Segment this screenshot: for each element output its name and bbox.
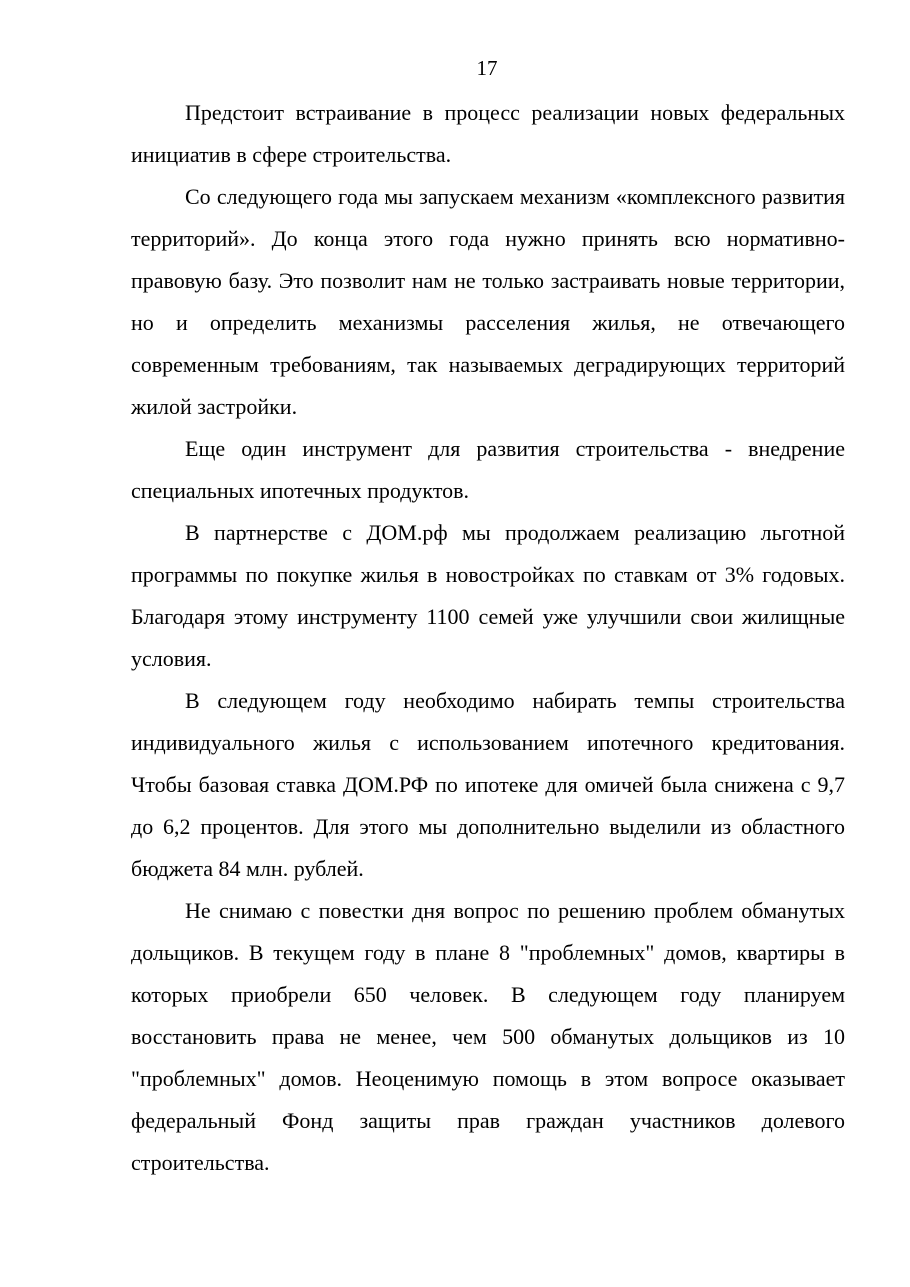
- paragraph-5: В следующем году необходимо набирать темпы строительства индивидуального жилья с использованием ипотечного кредитования. Чтобы базовая ставка ДОМ.РФ по ипотеке для омичей была снижена с 9,7 до 6,2 процентов. Для этого мы дополнительно выделили из областного бюджета 84 млн. рублей.: [131, 688, 845, 881]
- paragraph-1: Предстоит встраивание в процесс реализации новых федеральных инициатив в сфере строительства.: [131, 100, 845, 167]
- paragraph-6: Не снимаю с повестки дня вопрос по решению проблем обманутых дольщиков. В текущем году в плане 8 "проблемных" домов, квартиры в которых приобрели 650 человек. В следующем году планируем восстановить права не менее, чем 500 обманутых дольщиков из 10 "проблемных" домов. Неоценимую помощь в этом вопросе оказывает федеральный Фонд защиты прав граждан участников долевого строительства.: [131, 898, 845, 1175]
- paragraph-4: В партнерстве с ДОМ.рф мы продолжаем реализацию льготной программы по покупке жилья в новостройках по ставкам от 3% годовых. Благодаря этому инструменту 1100 семей уже улучшили свои жилищные условия.: [131, 520, 845, 671]
- page-number: 17: [476, 56, 498, 80]
- paragraph-3: Еще один инструмент для развития строительства - внедрение специальных ипотечных продуктов.: [131, 436, 845, 503]
- paragraph-2: Со следующего года мы запускаем механизм «комплексного развития территорий». До конца этого года нужно принять всю нормативно-правовую базу. Это позволит нам не только застраивать новые территории, но и определить механизмы расселения жилья, не отвечающего современным требованиям, так называемых деградирующих территорий жилой застройки.: [131, 184, 845, 419]
- document-body: [131, 92, 845, 1184]
